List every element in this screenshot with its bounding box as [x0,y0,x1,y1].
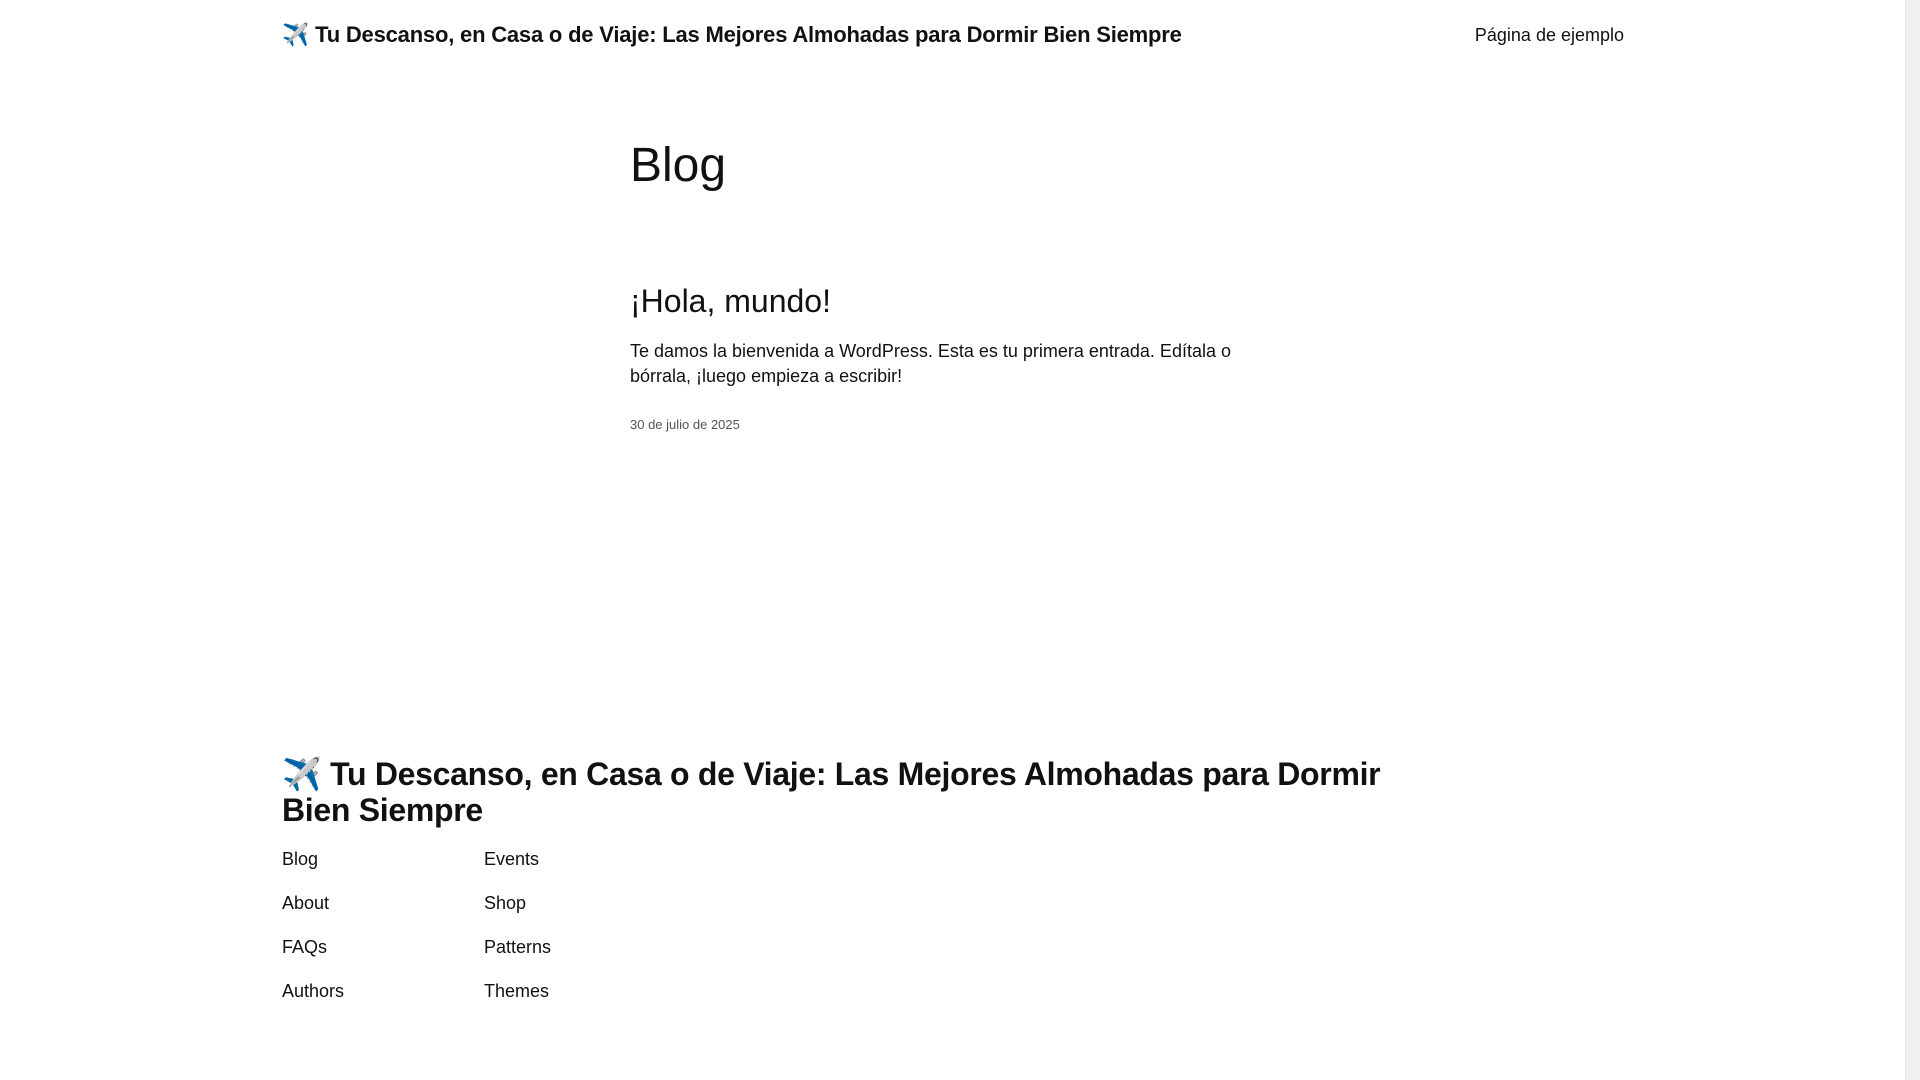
nav-link-sample-page[interactable]: Página de ejemplo [1474,24,1624,45]
footer-site-title[interactable]: ✈️ Tu Descanso, en Casa o de Viaje: Las Mejores Almohadas para Dormir Bien Siempre [282,756,1381,828]
vertical-scrollbar[interactable] [1905,0,1920,1080]
site-header [282,20,1624,50]
footer-nav-column-2 [484,848,551,1024]
footer-link-faqs[interactable]: FAQs [282,937,328,957]
footer-link-shop[interactable]: Shop [484,893,527,913]
footer-link-about[interactable]: About [282,893,330,913]
footer-link-patterns[interactable]: Patterns [484,937,552,957]
footer-nav-column-1 [282,848,344,1024]
footer-link-authors[interactable]: Authors [282,981,345,1001]
footer-link-events[interactable]: Events [484,849,540,869]
page-title: Blog [630,139,727,192]
footer-link-blog[interactable]: Blog [282,849,319,869]
post-date-link[interactable]: 30 de julio de 2025 [630,417,740,432]
footer-link-themes[interactable]: Themes [484,981,550,1001]
post-card [630,280,1250,432]
post-excerpt: Te damos la bienvenida a WordPress. Esta es tu primera entrada. Edítala o bórrala, ¡luego empieza a escribir! [630,341,1231,386]
post-title-link[interactable]: ¡Hola, mundo! [630,283,831,319]
site-title-link[interactable]: ✈️ Tu Descanso, en Casa o de Viaje: Las Mejores Almohadas para Dormir Bien Siempre [282,22,1182,47]
